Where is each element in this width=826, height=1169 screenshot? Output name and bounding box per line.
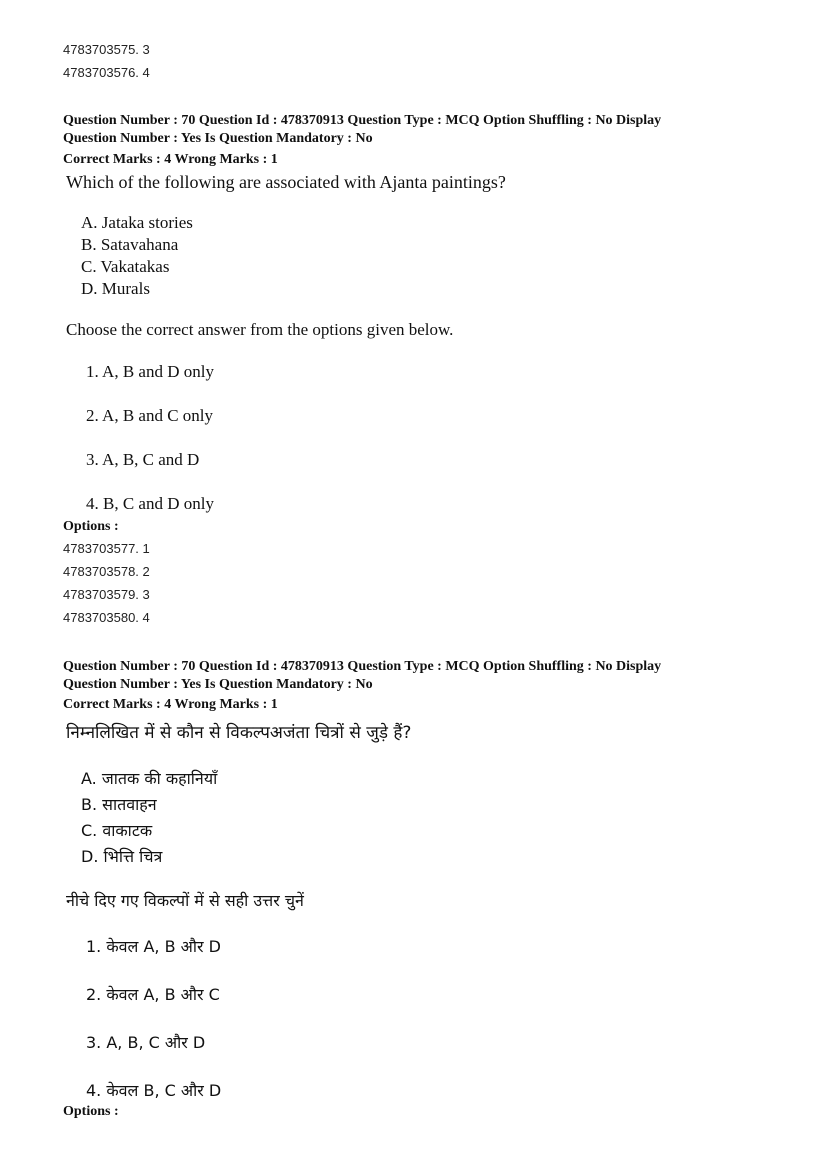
statement-item: B. Satavahana: [81, 235, 179, 254]
statement-item: C. वाकाटक: [81, 821, 153, 840]
answer-choice: 4. B, C and D only: [86, 494, 214, 513]
answer-choice: 4. केवल B, C और D: [86, 1081, 222, 1100]
statement-item: C. Vakatakas: [81, 257, 170, 276]
question-text: Which of the following are associated with Ajanta paintings?: [66, 172, 506, 192]
question-meta-line: Question Number : 70 Question Id : 478370913 Question Type : MCQ Option Shuffling : No Display: [63, 659, 662, 674]
answer-choice: 3. A, B, C और D: [86, 1033, 206, 1052]
answer-choice: 1. केवल A, B और D: [86, 937, 221, 956]
statement-item: D. Murals: [81, 279, 150, 298]
option-id: 4783703576. 4: [63, 65, 150, 80]
option-id: 4783703580. 4: [63, 610, 150, 625]
options-label: Options :: [63, 1104, 119, 1119]
question-meta-line: Question Number : 70 Question Id : 478370913 Question Type : MCQ Option Shuffling : No Display: [63, 113, 662, 128]
answer-choice: 2. A, B and C only: [86, 406, 214, 425]
marks-line: Correct Marks : 4 Wrong Marks : 1: [63, 697, 278, 712]
marks-line: Correct Marks : 4 Wrong Marks : 1: [63, 152, 278, 167]
option-id: 4783703575. 3: [63, 42, 150, 57]
instruction-text: Choose the correct answer from the options given below.: [66, 320, 454, 339]
option-id: 4783703578. 2: [63, 564, 150, 579]
statement-item: A. Jataka stories: [81, 213, 193, 232]
statement-item: B. सातवाहन: [81, 795, 157, 814]
options-label: Options :: [63, 519, 119, 534]
statement-item: A. जातक की कहानियाँ: [81, 769, 218, 788]
question-text: निम्नलिखित में से कौन से विकल्पअजंता चित्रों से जुड़े हैं?: [66, 723, 412, 743]
instruction-text: नीचे दिए गए विकल्पों में से सही उत्तर चुनें: [66, 891, 304, 910]
answer-choice: 3. A, B, C and D: [86, 450, 200, 469]
option-id: 4783703577. 1: [63, 541, 150, 556]
answer-choice: 2. केवल A, B और C: [86, 985, 220, 1004]
answer-choice: 1. A, B and D only: [86, 362, 214, 381]
question-meta-line: Question Number : Yes Is Question Mandatory : No: [63, 131, 373, 146]
statement-item: D. भित्ति चित्र: [81, 847, 163, 866]
question-meta-line: Question Number : Yes Is Question Mandatory : No: [63, 677, 373, 692]
option-id: 4783703579. 3: [63, 587, 150, 602]
